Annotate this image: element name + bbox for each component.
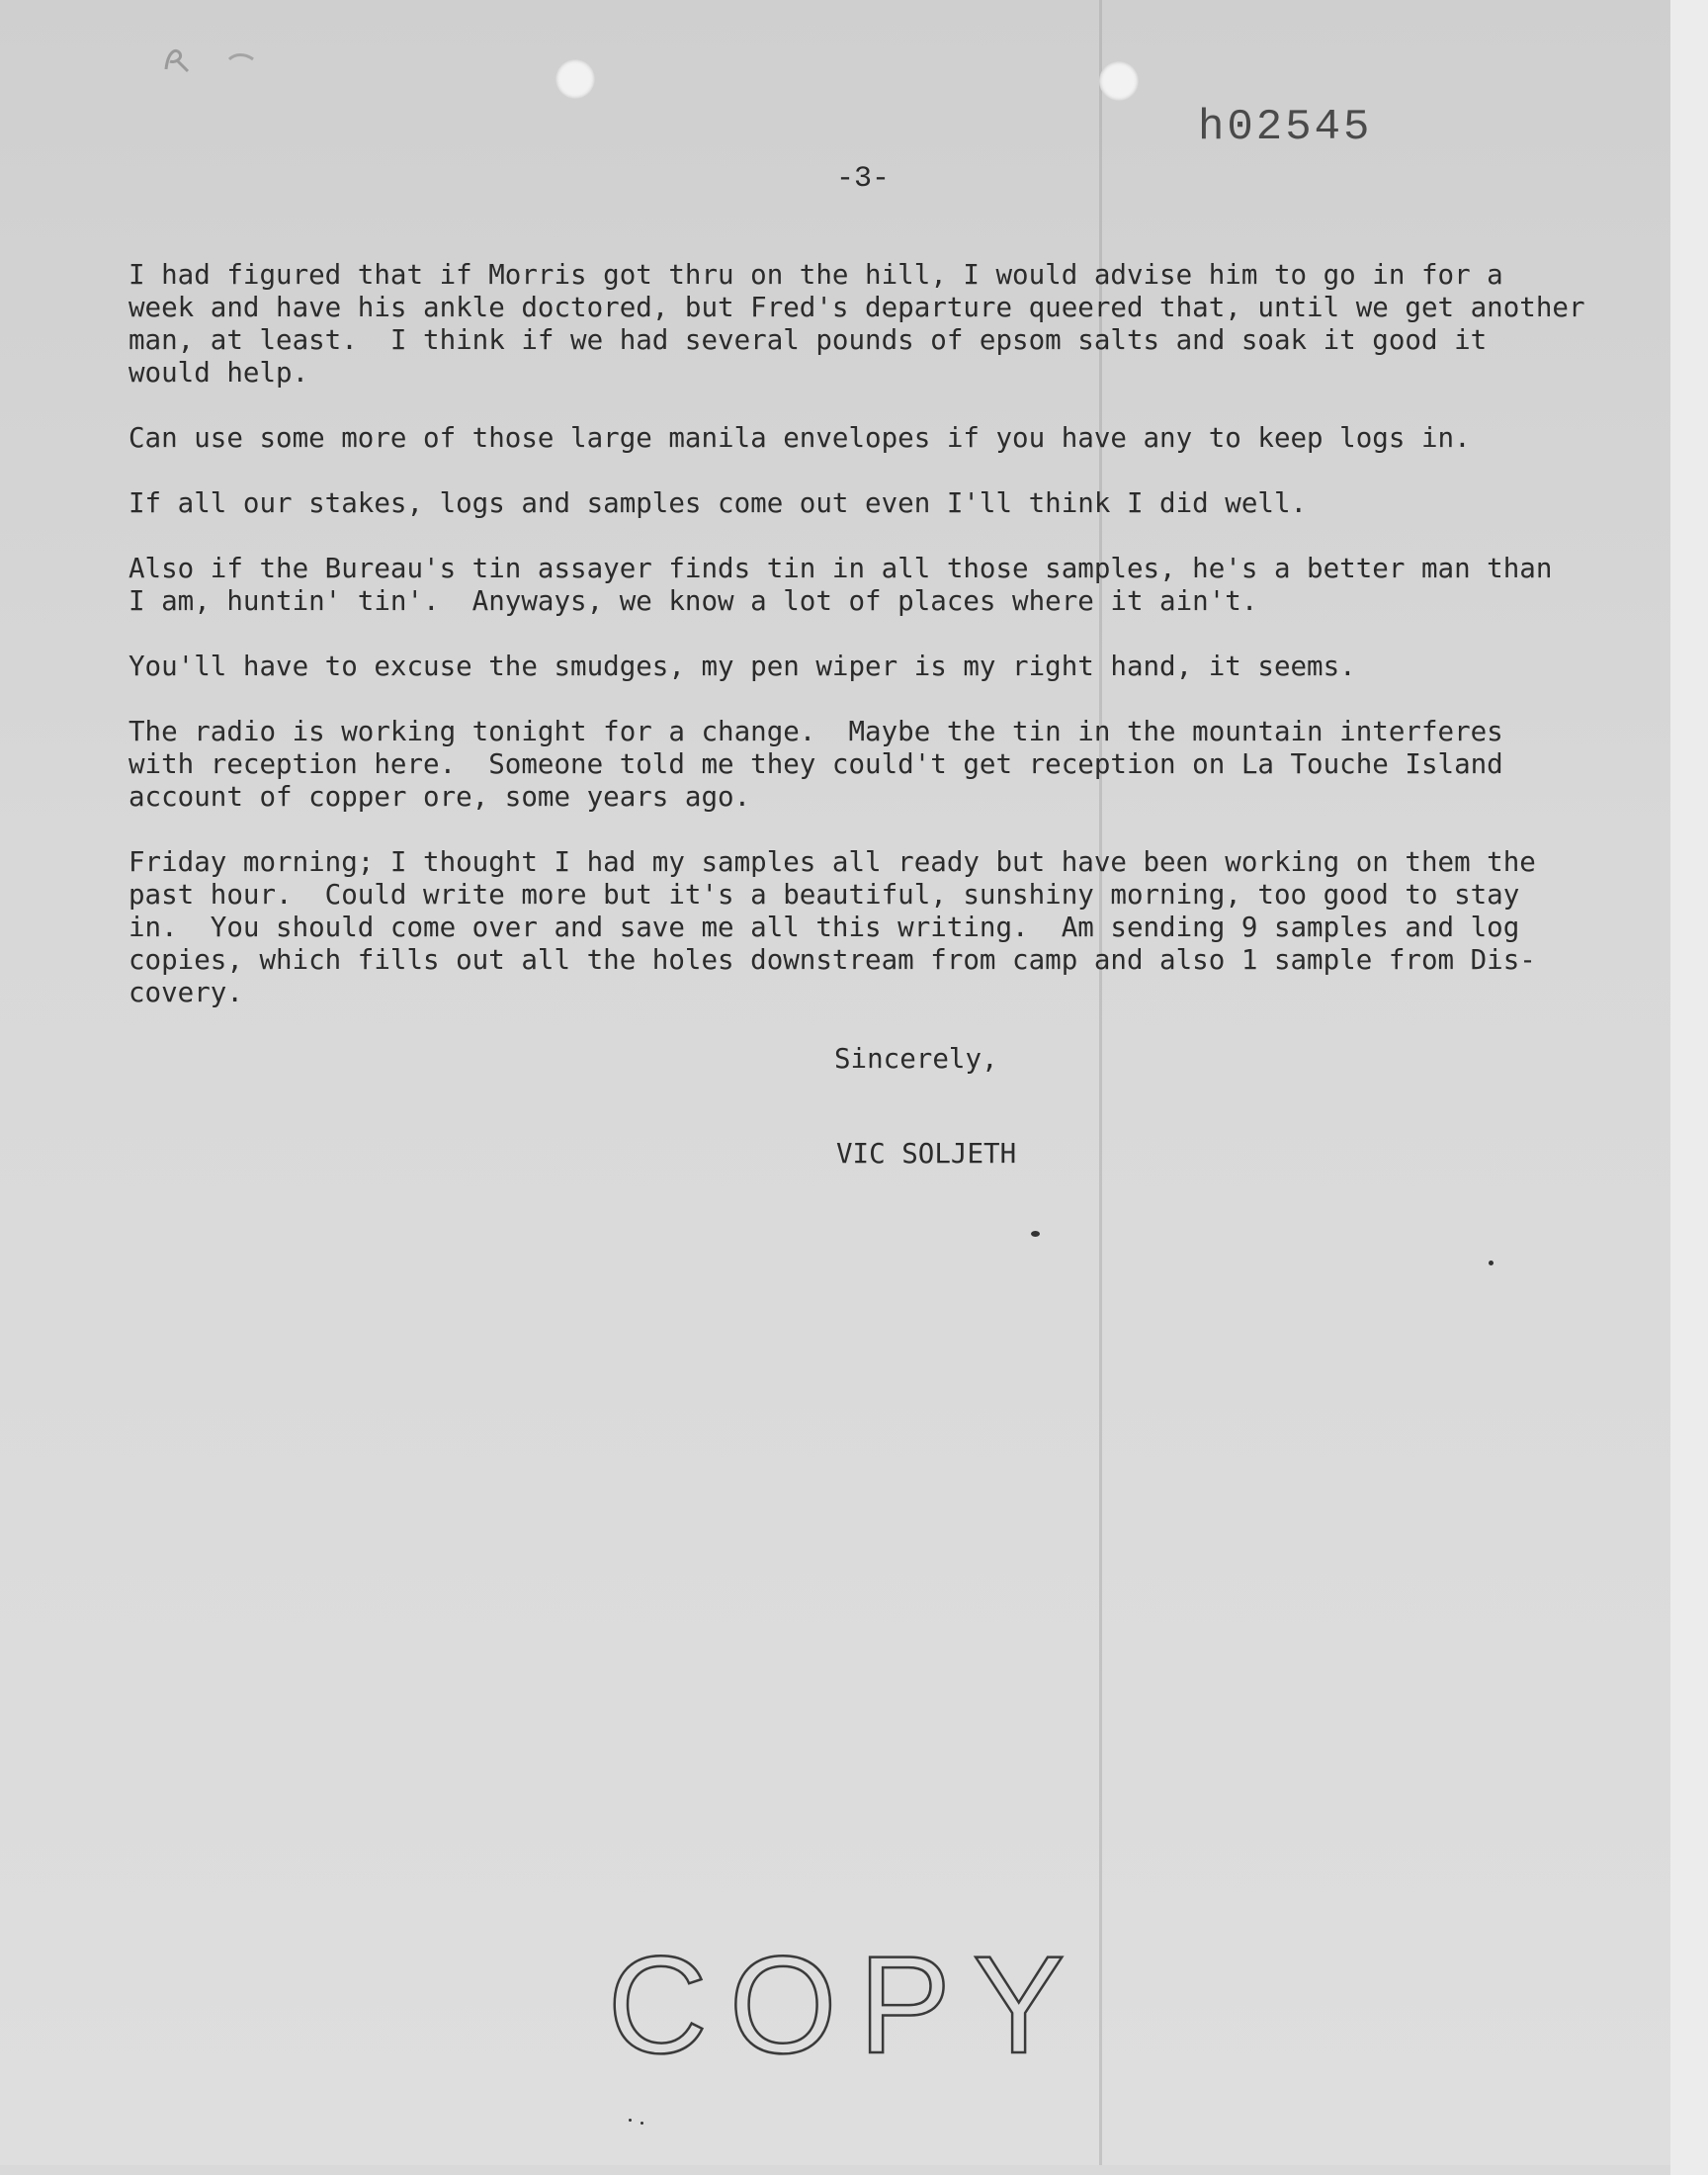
punch-hole-right <box>1099 61 1139 101</box>
text-line: Friday morning; I thought I had my samples all ready but have been working on them the <box>128 846 1536 878</box>
text-line: copies, which fills out all the holes downstream from camp and also 1 sample from Dis- <box>128 944 1536 976</box>
letter-body <box>128 259 1601 1042</box>
page-number: -3- <box>836 162 891 196</box>
paragraph <box>128 846 1601 1009</box>
ink-speck <box>629 2119 632 2122</box>
text-line: I had figured that if Morris got thru on the hill, I would advise him to go in for a <box>128 259 1503 291</box>
text-line: would help. <box>128 357 309 389</box>
paragraph <box>128 259 1601 390</box>
copy-stamp <box>568 1950 1127 2060</box>
text-line: If all our stakes, logs and samples come out even I'll think I did well. <box>128 487 1308 519</box>
text-line: past hour. Could write more but it's a beautiful, sunshiny morning, too good to stay <box>128 879 1520 911</box>
ink-speck <box>640 2122 643 2125</box>
text-line: man, at least. I think if we had several pounds of epsom salts and soak it good it <box>128 324 1488 356</box>
signature-name: VIC SOLJETH <box>836 1138 1017 1170</box>
paragraph <box>128 422 1601 455</box>
paragraph <box>128 553 1601 618</box>
copy-stamp-text: COPY <box>607 1950 1087 2060</box>
ink-speck <box>1489 1261 1494 1265</box>
paragraph <box>128 651 1601 683</box>
text-line: You'll have to excuse the smudges, my pen wiper is my right hand, it seems. <box>128 651 1356 682</box>
paragraph <box>128 716 1601 814</box>
text-line: in. You should come over and save me all this writing. Am sending 9 samples and log <box>128 912 1520 943</box>
text-line: week and have his ankle doctored, but Fred's departure queered that, until we get another <box>128 292 1585 323</box>
page-edge <box>1670 0 1708 2175</box>
document-number: h02545 <box>1198 103 1373 152</box>
ink-speck <box>1031 1231 1040 1237</box>
text-line: Can use some more of those large manila envelopes if you have any to keep logs in. <box>128 422 1471 454</box>
text-line: The radio is working tonight for a change. Maybe the tin in the mountain interferes <box>128 716 1503 747</box>
closing: Sincerely, <box>834 1043 998 1075</box>
text-line: Also if the Bureau's tin assayer finds tin in all those samples, he's a better man than <box>128 553 1553 584</box>
text-line: account of copper ore, some years ago. <box>128 781 751 813</box>
text-line: I am, huntin' tin'. Anyways, we know a lot of places where it ain't. <box>128 585 1258 617</box>
text-line: with reception here. Someone told me they could't get reception on La Touche Island <box>128 748 1503 780</box>
handwritten-mark <box>158 40 267 79</box>
paragraph <box>128 487 1601 520</box>
text-line: covery. <box>128 977 243 1008</box>
punch-hole-left <box>555 59 595 99</box>
